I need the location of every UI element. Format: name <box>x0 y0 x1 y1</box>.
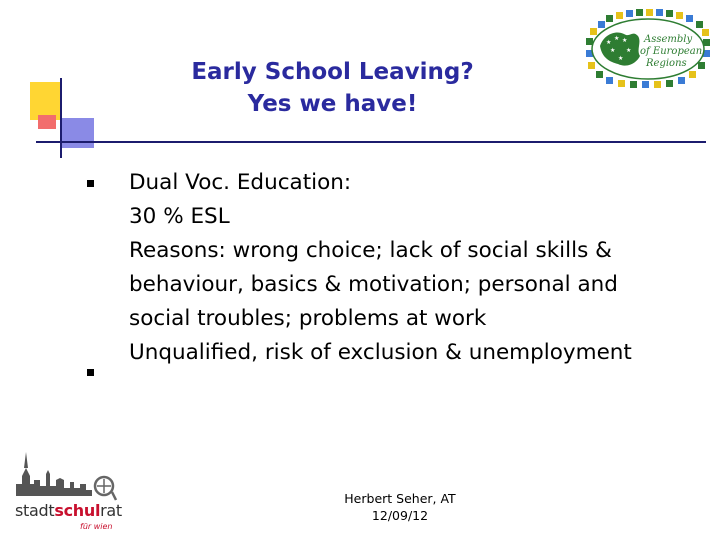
footer-author: Herbert Seher, AT <box>344 491 456 506</box>
bullet-line: social troubles; problems at work <box>129 306 487 331</box>
title-underline-rule <box>36 141 706 143</box>
svg-text:★: ★ <box>626 47 632 54</box>
square-bullet-icon <box>87 369 94 376</box>
bullet-line: Dual Voc. Education: <box>129 170 352 195</box>
stadtschulrat-wordmark <box>15 502 122 520</box>
svg-text:★: ★ <box>618 55 624 62</box>
aer-logo <box>582 8 714 88</box>
wordmark-part-2: schul <box>54 501 101 520</box>
slide-footer <box>300 490 500 524</box>
aer-logo-line-3: Regions <box>646 58 687 69</box>
slide-title-line-1: Early School Leaving? <box>191 59 474 85</box>
bullet-item-1 <box>129 166 719 336</box>
wordmark-part-1: stadt <box>15 501 55 520</box>
accent-red-square <box>38 115 56 129</box>
svg-text:★: ★ <box>610 47 616 54</box>
stadtschulrat-subtitle: für wien <box>80 522 113 531</box>
accent-blue-square <box>60 118 94 148</box>
slide-body <box>129 166 719 370</box>
svg-text:★: ★ <box>622 37 628 44</box>
bullet-line: behaviour, basics & motivation; personal and <box>129 272 618 297</box>
wordmark-part-3: rat <box>100 501 122 520</box>
square-bullet-icon <box>87 180 94 187</box>
bullet-line: Unqualified, risk of exclusion & unemployment <box>129 340 632 365</box>
bullet-line: Reasons: wrong choice; lack of social skills & <box>129 238 612 263</box>
bullet-line: 30 % ESL <box>129 204 230 229</box>
svg-text:★: ★ <box>614 35 620 42</box>
svg-text:★: ★ <box>606 39 612 46</box>
footer-date: 12/09/12 <box>371 508 429 523</box>
slide-title <box>95 56 570 120</box>
aer-logo-line-2: of European <box>640 46 703 57</box>
slide-title-line-2: Yes we have! <box>247 91 418 117</box>
accent-vertical-rule <box>60 78 62 158</box>
bullet-item-2 <box>129 336 719 370</box>
aer-logo-line-1: Assembly <box>644 34 693 45</box>
